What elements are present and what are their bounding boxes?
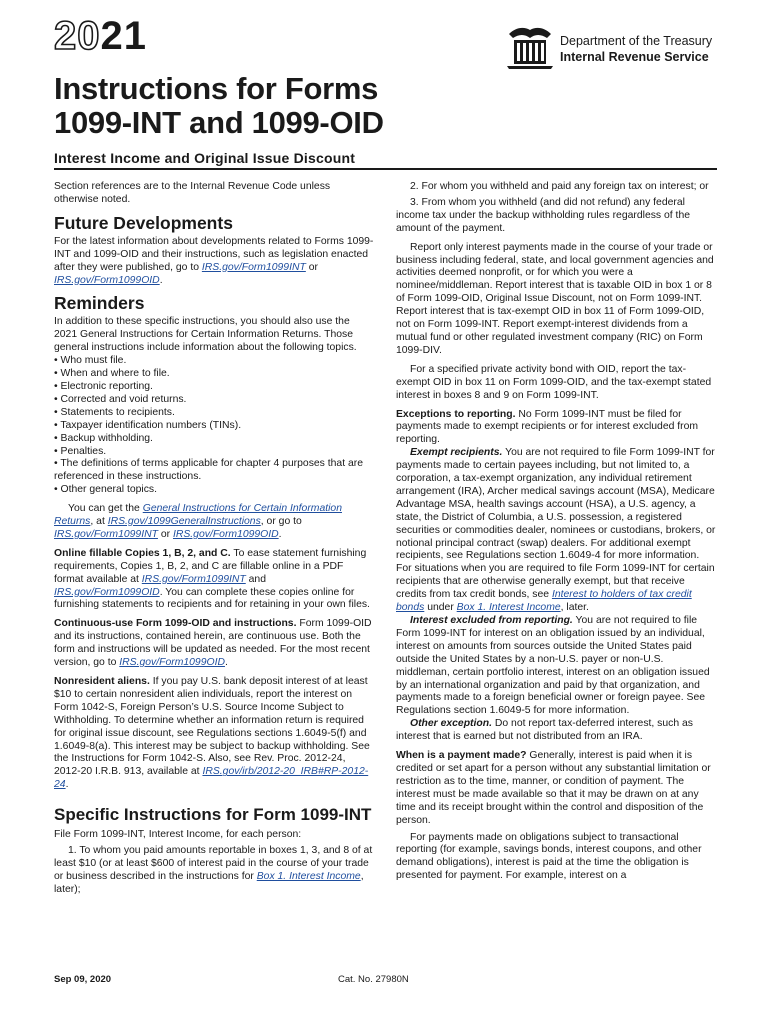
form1099int-link[interactable]: IRS.gov/Form1099INT: [201, 261, 306, 273]
revision-date: Sep 09, 2020: [54, 974, 112, 985]
exempt-recipients-text: Exempt recipients. You are not required to file Form 1099-INT for payments made to certain payees including, but not limited to, a corporation, a tax-exempt organization, any individual retirement arrangement (IRA), Archer medical savings account (MSA), Medicare Advantage MSA, health savings account (HSA), a U.S. agency, a state, the District of Columbia, a U.S. possession, a registered securities or commodities dealer, nominees or custodians, brokers, or notional principal contract (swap) dealers. For additional exempt recipients, see Regulations section 1.6049-4 for more information. For situations when you are required to file Form 1099-INT for certain recipients that are otherwise generally exempt, but that receive credits from tax credit bonds, see Interest to holders of tax credit bonds under Box 1. Interest Income, later.: [396, 447, 716, 614]
reminders-heading: Reminders: [54, 293, 145, 314]
service-name: Internal Revenue Service: [560, 50, 709, 64]
form1099oid-link[interactable]: IRS.gov/Form1099OID: [54, 586, 160, 598]
form1099int-link[interactable]: IRS.gov/Form1099INT: [54, 528, 158, 540]
list-item: • Corrected and void returns.: [54, 393, 187, 405]
general-instructions-text: You can get the General Instructions for Certain Information Returns, at IRS.gov/1099GeneralInstructions, or go to IRS.gov/Form1099INT or IRS.gov/Form1099OID.: [54, 503, 342, 540]
catalog-number: Cat. No. 27980N: [338, 974, 409, 985]
list-item: • Electronic reporting.: [54, 380, 153, 392]
continuous-use-text: Continuous-use Form 1099-OID and instructions. Form 1099-OID and its instructions, contained herein, are continuous use. Both the form and instructions will be updated as needed. For the most recent version, go to IRS.gov/Form1099OID.: [54, 618, 372, 669]
box1-interest-income-link[interactable]: Box 1. Interest Income: [456, 602, 561, 614]
item-3-text: 3. From whom you withheld (and did not refund) any federal income tax under the backup withholding rules regardless of the amount of the payment.: [396, 196, 690, 234]
list-item: • Penalties.: [54, 445, 107, 457]
page-title: [54, 72, 384, 140]
topics-list: [54, 355, 374, 497]
list-item: • Taxpayer identification numbers (TINs).: [54, 419, 242, 431]
specific-instructions-heading: Specific Instructions for Form 1099-INT: [54, 805, 372, 825]
list-item: • The definitions of terms applicable for chapter 4 purposes that are referenced in these instructions.: [54, 458, 363, 483]
reminders-text: In addition to these specific instructions, you should also use the 2021 General Instructions for Certain Information Returns. Those general instructions include information about the following topics.: [54, 316, 357, 354]
form-year: 2021: [54, 14, 147, 58]
list-item: • Who must file.: [54, 355, 127, 367]
title-line-2: 1099-INT and 1099-OID: [54, 105, 384, 140]
item-1-text: 1. To whom you paid amounts reportable in boxes 1, 3, and 8 of at least $10 (or at least $600 of interest paid in the course of your trade or business described in the instructions for Box 1. Interest Income, later);: [54, 845, 373, 895]
list-item: • Statements to recipients.: [54, 406, 175, 418]
right-column: [396, 181, 716, 883]
transactional-reporting-text: For payments made on obligations subject to transactional reporting (for example, savings bonds, interest coupons, and other demand obligations), interest is paid at the time the obligation is presented for payment. For example, interest on a: [396, 831, 702, 882]
department-name: Department of the Treasury: [560, 34, 713, 48]
future-developments-text: For the latest information about developments related to Forms 1099-INT and 1099-OID and their instructions, such as legislation enacted after they were published, go to IRS.gov/Form1099INT or IRS.gov/Form1099OID.: [54, 235, 374, 286]
specific-instructions-text: File Form 1099-INT, Interest Income, for each person:: [54, 829, 302, 841]
general-instructions-link[interactable]: General Instructions for Certain Information Returns: [54, 503, 342, 528]
list-item: • Other general topics.: [54, 484, 157, 496]
other-exception-text: Other exception. Do not report tax-deferred interest, such as interest that is earned but not distributed from an IRA.: [396, 718, 693, 743]
list-item: • Backup withholding.: [54, 432, 153, 444]
agency-name: [560, 33, 712, 65]
box1-interest-income-link[interactable]: Box 1. Interest Income: [256, 870, 361, 882]
report-only-text: Report only interest payments made in the course of your trade or business including federal, state, and local government agencies and activities deemed nonprofit, or for which you were a nominee/middleman. Report interest that is taxable OID in box 1 or 8 of Form 1099-OID, Original Issue Discount, not on Form 1099-INT. Report interest that is tax-exempt OID in box 11 of Form 1099-OID, not on Form 1099-INT. Report exempt-interest dividends from a mutual fund or other regulated investment company (RIC) on Form 1099-DIV.: [396, 241, 714, 356]
interest-excluded-text: Interest excluded from reporting. You are not required to file Form 1099-INT for interest on an obligation issued by an individual, interest on amounts from sources outside the United States paid outside the United States by a non-U.S. payer or non-U.S. middleman, certain portfolio interest, interest on an obligation issued by an international organization and paid by that organization, and payments made to a foreign beneficial owner or foreign payee. See Regulations section 1.6049-5 for more information.: [396, 615, 710, 717]
header-divider: [54, 168, 717, 170]
form1099oid-link[interactable]: IRS.gov/Form1099OID: [172, 528, 279, 540]
tax-credit-bonds-link[interactable]: Interest to holders of tax credit bonds: [396, 589, 692, 614]
form1099int-link[interactable]: IRS.gov/Form1099INT: [141, 573, 246, 585]
general-instructions-url-link[interactable]: IRS.gov/1099GeneralInstructions: [107, 516, 261, 528]
list-item: • When and where to file.: [54, 368, 170, 380]
future-developments-heading: Future Developments: [54, 212, 233, 233]
item-2-text: 2. For whom you withheld and paid any foreign tax on interest; or: [410, 181, 709, 192]
intro-text: Section references are to the Internal Revenue Code unless otherwise noted.: [54, 181, 331, 205]
exceptions-text: Exceptions to reporting. No Form 1099-INT must be filed for payments made to exempt recipients or for interest excluded from reporting.: [396, 408, 699, 446]
private-activity-bond-text: For a specified private activity bond with OID, report the tax-exempt OID in box 11 on Form 1099-OID, and the tax-exempt stated interest in boxes 8 and 9 on Form 1099-INT.: [396, 363, 712, 401]
nonresident-aliens-text: Nonresident aliens. If you pay U.S. bank deposit interest of at least $10 to certain nonresident alien individuals, report the interest on Form 1042-S, Foreign Person’s U.S. Source Income Subject to Withholding. To determine whether an information return is required for original issue discount, see Regulations sections 1.6049-5(f) and 1.6049-8(a). This interest may be subject to backup withholding. See the Instructions for Form 1042-S. Also, see Rev. Proc. 2012-24, 2012-20 I.R.B. 913, available at IRS.gov/irb/2012-20_IRB#RP-2012-24.: [54, 676, 370, 791]
form1099oid-link[interactable]: IRS.gov/Form1099OID: [119, 657, 225, 669]
payment-made-text: When is a payment made? Generally, interest is paid when it is credited or set apart for a person without any substantial limitation or restriction as to the time, manner, or condition of payment. The interest must be made available so that it may be drawn on at any time and its receipt brought within the control and disposition of the person.: [396, 750, 711, 826]
rev-proc-link[interactable]: IRS.gov/irb/2012-20_IRB#RP-2012-24: [54, 766, 369, 791]
irs-eagle-logo-icon: [505, 24, 555, 70]
left-column: [54, 181, 374, 897]
fillable-copies-text: Online fillable Copies 1, B, 2, and C. To ease statement furnishing requirements, Copies 1, B, 2, and C are fillable online in a PDF format available at IRS.gov/Form1099INT and IRS.gov/Form1099OID. You can complete these copies online for furnishing statements to recipients and for retaining in your own files.: [54, 547, 370, 611]
title-line-1: Instructions for Forms: [54, 71, 379, 106]
page-subtitle: Interest Income and Original Issue Discount: [54, 150, 356, 166]
form1099oid-link[interactable]: IRS.gov/Form1099OID: [54, 274, 160, 286]
